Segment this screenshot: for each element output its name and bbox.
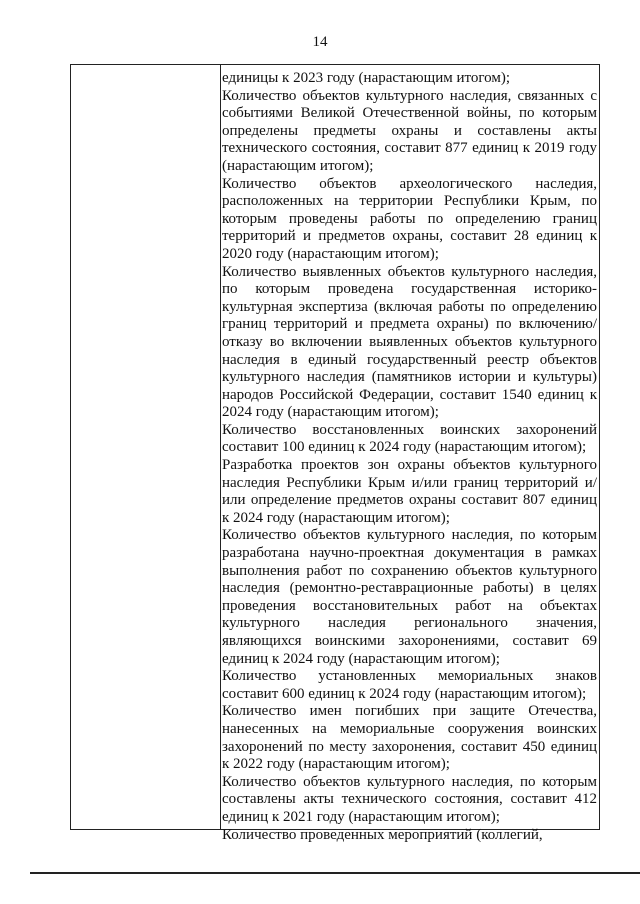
paragraph-archaeological-heritage: Количество объектов археологического наследия, расположенных на территории Республики Крым, по которым проведены работы по определению границ территорий и предметов охраны, составит 28 единиц к 2020 году (нарастающим итогом); — [222, 175, 597, 262]
document-table — [70, 64, 600, 843]
paragraph-names-of-fallen: Количество имен погибших при защите Отечества, нанесенных на мемориальные сооружения воинских захоронений по месту захоронения, составит 450 единиц к 2022 году (нарастающим итогом); — [222, 703, 597, 773]
paragraph-historical-expertise: Количество выявленных объектов культурного наследия, по которым проведена государственная историко-культурная экспертиза (включая работы по определению границ территорий и предмета охраны) по включению/отказу во включении выявленных объектов культурного наследия в единый государственный реестр объектов культурного наследия (памятников истории и культуры) народов Российской Федерации, составит 1540 единиц к 2024 году (нарастающим итогом); — [222, 263, 597, 421]
page-number: 14 — [312, 34, 328, 50]
paragraph-memorial-signs: Количество установленных мемориальных знаков составит 600 единиц к 2024 году (нарастающим итогом); — [222, 668, 597, 702]
paragraph-continuation: единицы к 2023 году (нарастающим итогом); — [222, 70, 510, 86]
table-right-cell — [222, 70, 597, 844]
paragraph-events: Количество проведенных мероприятий (коллегий, — [222, 826, 543, 843]
column-divider — [220, 65, 221, 829]
paragraph-wwii-heritage: Количество объектов культурного наследия, связанных с событиями Великой Отечественной войны, по которым определены предметы охраны и составлены акты технического состояния, составит 877 единиц к 2019 году (нарастающим итогом); — [222, 87, 597, 174]
paragraph-protection-zones: Разработка проектов зон охраны объектов культурного наследия Республики Крым и/или границ территорий и/или определение предметов охраны составит 807 единиц к 2024 году (нарастающим итогом); — [222, 457, 597, 526]
paragraph-design-documentation: Количество объектов культурного наследия, по которым разработана научно-проектная документация в рамках выполнения работ по сохранению объектов культурного наследия (ремонтно-реставрационные работы) в целях проведения восстановительных работ на объектах культурного наследия регионального значения, являющихся воинскими захоронениями, составит 69 единиц к 2024 году (нарастающим итогом); — [222, 527, 597, 667]
paragraph-restored-graves: Количество восстановленных воинских захоронений составит 100 единиц к 2024 году (нарастающим итогом); — [222, 421, 597, 456]
paragraph-condition-acts: Количество объектов культурного наследия, по которым составлены акты технического состояния, составит 412 единиц к 2021 году (нарастающим итогом); — [222, 773, 597, 825]
bottom-rule — [30, 872, 640, 874]
